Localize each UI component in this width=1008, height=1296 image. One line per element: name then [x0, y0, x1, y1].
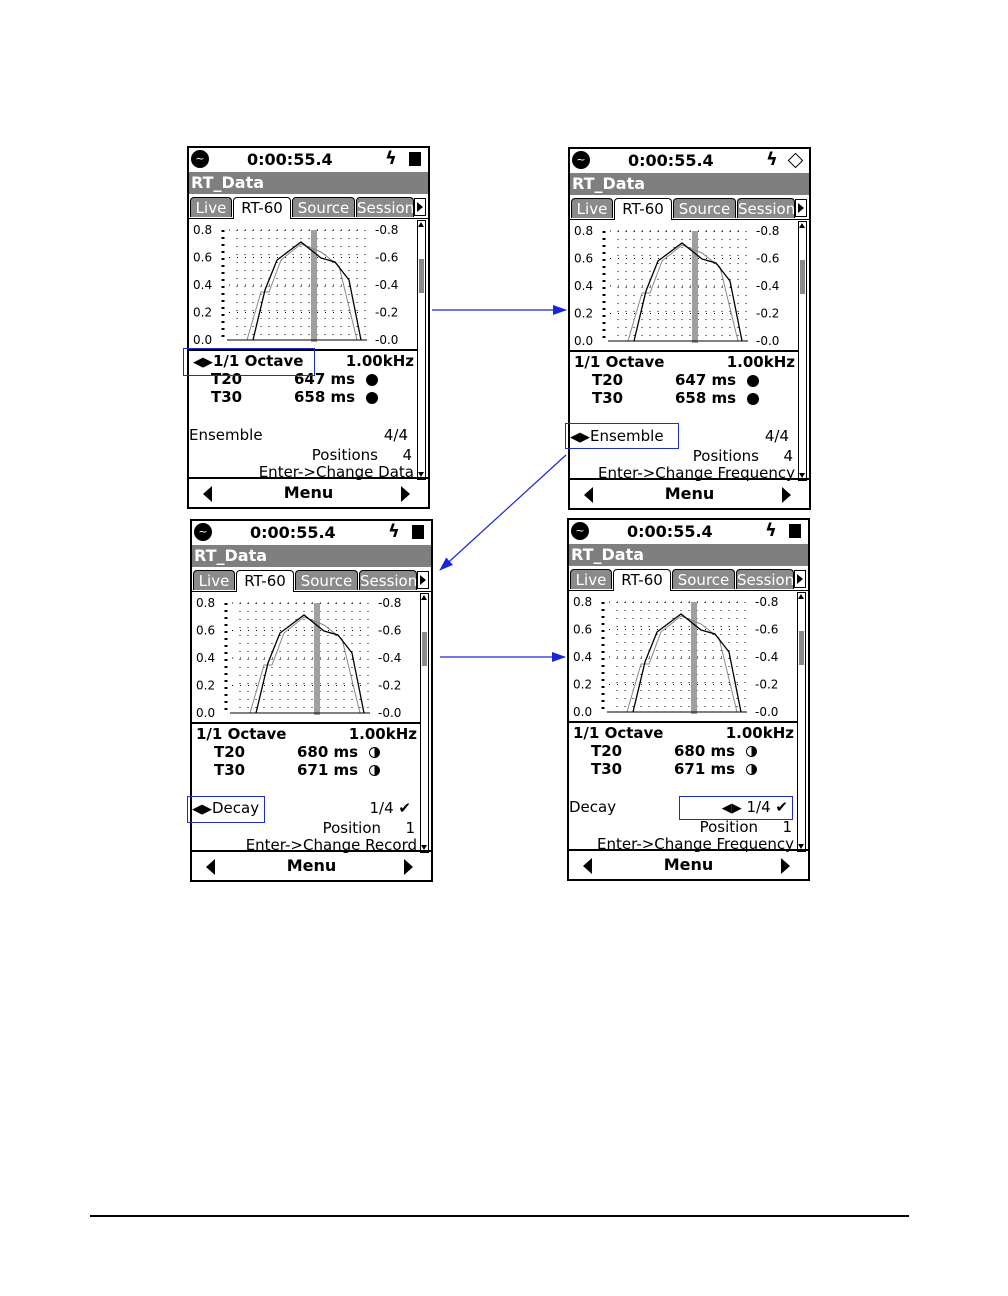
decay-curve-gray — [250, 617, 360, 713]
decay-chart-svg — [569, 592, 797, 720]
tab-source[interactable]: Source — [672, 569, 735, 589]
t30-value — [674, 760, 757, 778]
center-frequency: 1.00kHz — [345, 352, 414, 370]
y-tick-left: 0.4 — [573, 650, 593, 664]
filled-circle-icon — [366, 374, 378, 386]
battery-icon — [789, 524, 801, 538]
y-tick-left: 0.8 — [573, 595, 593, 609]
scroll-thumb[interactable] — [419, 259, 424, 293]
positions-value: 4 — [402, 446, 412, 464]
record-count-text: 4/4 — [764, 427, 789, 445]
device-logo-icon: ~ — [194, 523, 212, 541]
y-tick-right: -0.0 — [375, 333, 399, 347]
status-bar — [189, 148, 428, 172]
grid-dots — [609, 602, 745, 712]
grid-dots — [610, 231, 746, 341]
half-circle-icon — [369, 765, 380, 776]
softkey-right-icon[interactable] — [404, 859, 413, 875]
t30-value — [675, 389, 759, 407]
positions-label: Position — [699, 818, 758, 836]
y-tick-right: -0.0 — [755, 705, 779, 719]
y-tick-left: 0.4 — [574, 279, 594, 293]
y-tick-right: -0.0 — [756, 334, 780, 348]
record-count-text: 4/4 — [383, 426, 408, 444]
menu-softkey[interactable]: Menu — [286, 856, 337, 875]
scroll-up-icon[interactable] — [418, 221, 425, 229]
vertical-scrollbar[interactable] — [797, 592, 806, 852]
decay-curve-gray — [627, 616, 737, 712]
filled-circle-icon — [366, 392, 378, 404]
file-title: RT_Data — [192, 545, 431, 567]
record-count[interactable] — [384, 426, 408, 444]
tab-scroll-right-icon[interactable] — [417, 571, 429, 589]
tab-scroll-right-icon[interactable] — [795, 199, 807, 217]
tab-session[interactable]: Session — [360, 572, 418, 590]
t20-label: T20 — [214, 743, 246, 761]
tab-bar — [569, 568, 808, 591]
power-bolt-icon: ϟ — [765, 520, 777, 541]
elapsed-time: 0:00:55.4 — [250, 523, 336, 542]
elapsed-time: 0:00:55.4 — [628, 151, 714, 170]
positions-label: Position — [322, 819, 381, 837]
t20-label: T20 — [211, 370, 243, 388]
y-tick-left: 0.2 — [574, 306, 594, 321]
chart-divider — [192, 722, 420, 724]
t30-value — [297, 761, 380, 779]
highlight-box-mode — [187, 796, 265, 823]
power-bolt-icon: ϟ — [385, 148, 397, 169]
y-tick-left: 0.6 — [196, 623, 216, 638]
tab-scroll-right-icon[interactable] — [794, 570, 806, 588]
enter-hint: Enter->Change Frequency — [598, 464, 795, 482]
softkey-bar — [189, 477, 428, 507]
t30-value — [294, 388, 378, 406]
left-right-arrows-icon: ◀▶ — [192, 802, 212, 817]
scroll-thumb[interactable] — [800, 260, 805, 294]
enter-hint: Enter->Change Data — [258, 463, 414, 481]
scroll-up-icon[interactable] — [421, 594, 428, 602]
softkey-right-icon[interactable] — [781, 858, 790, 874]
rt60-screen-2 — [568, 147, 811, 510]
y-tick-right: -0.0 — [378, 706, 402, 720]
tab-live[interactable]: Live — [571, 198, 613, 218]
vertical-scrollbar[interactable] — [798, 221, 807, 481]
power-bolt-icon: ϟ — [388, 521, 400, 542]
mode-label: Ensemble — [590, 427, 664, 445]
mode-row[interactable] — [569, 798, 616, 816]
band-row[interactable] — [574, 353, 664, 371]
tab-rt60[interactable]: RT-60 — [614, 198, 672, 220]
positions-label: Positions — [311, 446, 378, 464]
y-tick-left: 0.6 — [193, 250, 213, 265]
file-title: RT_Data — [189, 172, 428, 194]
scroll-thumb[interactable] — [422, 632, 427, 666]
softkey-bar — [570, 478, 809, 508]
t20-label: T20 — [592, 371, 624, 389]
grid-dots — [232, 603, 368, 713]
y-tick-right: -0.6 — [756, 251, 780, 266]
left-right-arrows-icon: ◀▶ — [721, 801, 742, 816]
decay-curve-gray — [247, 244, 357, 340]
t30-label: T30 — [214, 761, 246, 779]
battery-icon — [409, 152, 421, 166]
y-tick-right: -0.6 — [375, 250, 399, 265]
chart-divider — [570, 350, 798, 352]
battery-icon — [412, 525, 424, 539]
t30-label: T30 — [591, 760, 623, 778]
tab-bar — [192, 569, 431, 592]
y-tick-left: 0.0 — [574, 334, 594, 348]
cursor-bar — [314, 603, 320, 715]
t20-value-text: 680 ms — [297, 743, 359, 761]
y-tick-right: -0.4 — [378, 651, 402, 665]
tab-scroll-right-icon[interactable] — [414, 198, 426, 216]
chart-divider — [569, 721, 797, 723]
tab-live[interactable]: Live — [570, 569, 612, 589]
tab-source[interactable]: Source — [673, 198, 736, 218]
tab-live[interactable]: Live — [190, 197, 232, 217]
file-title: RT_Data — [570, 173, 809, 195]
t20-value-text: 647 ms — [294, 370, 356, 388]
record-count[interactable] — [765, 427, 789, 445]
y-tick-left: 0.0 — [196, 706, 216, 720]
rt60-screen-3 — [190, 519, 433, 882]
t20-value — [297, 743, 380, 761]
softkey-right-icon[interactable] — [401, 486, 410, 502]
y-tick-left: 0.2 — [193, 305, 213, 320]
center-frequency: 1.00kHz — [348, 725, 417, 743]
record-count-text: 1/4 ✔ — [369, 799, 411, 817]
highlight-box-mode — [565, 423, 679, 449]
softkey-right-icon[interactable] — [782, 487, 791, 503]
file-title: RT_Data — [569, 544, 808, 566]
t20-label: T20 — [591, 742, 623, 760]
decay-chart-svg — [192, 593, 420, 721]
tab-session[interactable]: Session — [357, 199, 415, 217]
scroll-up-icon[interactable] — [798, 593, 805, 601]
softkey-bar — [569, 849, 808, 879]
y-tick-right: -0.8 — [378, 596, 402, 610]
menu-softkey[interactable]: Menu — [664, 484, 715, 503]
record-count-text: 1/4 ✔ — [746, 798, 788, 816]
device-logo-icon: ~ — [191, 150, 209, 168]
y-tick-right: -0.6 — [755, 622, 779, 637]
band-label: 1/1 Octave — [574, 353, 665, 371]
scroll-up-icon[interactable] — [799, 222, 806, 230]
status-bar — [570, 149, 809, 173]
y-tick-left: 0.2 — [196, 678, 216, 693]
y-tick-left: 0.6 — [573, 622, 593, 637]
mode-row[interactable] — [189, 426, 263, 444]
decay-chart — [569, 592, 797, 720]
tab-rt60[interactable]: RT-60 — [613, 569, 671, 591]
band-label: 1/1 Octave — [573, 724, 664, 742]
highlight-box-count — [679, 796, 793, 820]
tab-session[interactable]: Session — [738, 200, 796, 218]
highlight-box-band — [183, 348, 315, 376]
decay-chart-svg — [570, 221, 798, 349]
decay-chart-svg — [189, 220, 417, 348]
tab-rt60[interactable]: RT-60 — [233, 197, 291, 219]
y-tick-right: -0.4 — [375, 278, 399, 292]
y-tick-right: -0.8 — [375, 223, 399, 237]
enter-hint: Enter->Change Record — [245, 836, 417, 854]
left-right-arrows-icon: ◀▶ — [570, 430, 590, 445]
left-right-arrows-icon: ◀▶ — [193, 355, 213, 370]
t30-value-text: 671 ms — [297, 761, 359, 779]
t30-value-text: 671 ms — [674, 760, 736, 778]
y-tick-right: -0.4 — [756, 279, 780, 293]
mode-label: Decay — [212, 799, 260, 817]
tab-bar — [570, 197, 809, 220]
y-tick-left: 0.8 — [196, 596, 216, 610]
t20-value-text: 647 ms — [675, 371, 737, 389]
mode-label: Ensemble — [189, 426, 263, 444]
device-logo-icon: ~ — [572, 151, 590, 169]
enter-hint: Enter->Change Frequency — [597, 835, 794, 853]
band-row[interactable] — [196, 725, 286, 743]
decay-curve-gray — [628, 245, 738, 341]
t30-value-text: 658 ms — [675, 389, 737, 407]
t30-label: T30 — [211, 388, 243, 406]
vertical-scrollbar[interactable] — [417, 220, 426, 480]
elapsed-time: 0:00:55.4 — [627, 522, 713, 541]
elapsed-time: 0:00:55.4 — [247, 150, 333, 169]
arrow-2-to-3 — [440, 455, 566, 570]
cursor-bar — [691, 602, 697, 714]
tab-bar — [189, 196, 428, 219]
softkey-bar — [192, 850, 431, 880]
decay-chart — [570, 221, 798, 349]
y-tick-left: 0.6 — [574, 251, 594, 266]
positions-value: 4 — [783, 447, 793, 465]
t20-value — [674, 742, 757, 760]
y-tick-right: -0.2 — [378, 678, 402, 693]
center-frequency: 1.00kHz — [726, 353, 795, 371]
positions-value: 1 — [782, 818, 792, 836]
status-bar — [192, 521, 431, 545]
y-tick-left: 0.4 — [196, 651, 216, 665]
y-tick-left: 0.2 — [573, 677, 593, 692]
band-label: 1/1 Octave — [196, 725, 287, 743]
menu-softkey[interactable]: Menu — [663, 855, 714, 874]
filled-circle-icon — [747, 393, 759, 405]
y-tick-right: -0.8 — [756, 224, 780, 238]
y-tick-left: 0.0 — [573, 705, 593, 719]
t30-value-text: 658 ms — [294, 388, 356, 406]
half-circle-icon — [369, 747, 380, 758]
tab-live[interactable]: Live — [193, 570, 235, 590]
t20-value — [675, 371, 759, 389]
y-tick-right: -0.2 — [755, 677, 779, 692]
band-row[interactable] — [573, 724, 663, 742]
y-tick-right: -0.4 — [755, 650, 779, 664]
filled-circle-icon — [747, 375, 759, 387]
status-bar — [569, 520, 808, 544]
scroll-thumb[interactable] — [799, 631, 804, 665]
positions-value: 1 — [405, 819, 415, 837]
y-tick-right: -0.6 — [378, 623, 402, 638]
y-tick-left: 0.0 — [193, 333, 213, 347]
center-frequency: 1.00kHz — [725, 724, 794, 742]
y-tick-left: 0.8 — [193, 223, 213, 237]
rt60-screen-4 — [567, 518, 810, 881]
y-tick-left: 0.8 — [574, 224, 594, 238]
power-bolt-icon: ϟ — [766, 149, 778, 170]
record-count[interactable] — [370, 799, 411, 817]
tab-session[interactable]: Session — [737, 571, 795, 589]
half-circle-icon — [746, 746, 757, 757]
vertical-scrollbar[interactable] — [420, 593, 429, 853]
y-tick-left: 0.4 — [193, 278, 213, 292]
y-tick-right: -0.2 — [375, 305, 399, 320]
y-tick-right: -0.2 — [756, 306, 780, 321]
tab-rt60[interactable]: RT-60 — [236, 570, 294, 592]
mode-label: Decay — [569, 798, 617, 816]
rt60-screen-1 — [187, 146, 430, 509]
diamond-icon — [788, 153, 804, 169]
device-logo-icon: ~ — [571, 522, 589, 540]
grid-dots — [229, 230, 365, 340]
decay-chart — [192, 593, 420, 721]
cursor-bar — [311, 230, 317, 342]
decay-chart — [189, 220, 417, 348]
tab-source[interactable]: Source — [295, 570, 358, 590]
positions-label: Positions — [692, 447, 759, 465]
half-circle-icon — [746, 764, 757, 775]
tab-source[interactable]: Source — [292, 197, 355, 217]
y-tick-right: -0.8 — [755, 595, 779, 609]
menu-softkey[interactable]: Menu — [283, 483, 334, 502]
t30-label: T30 — [592, 389, 624, 407]
t20-value-text: 680 ms — [674, 742, 736, 760]
cursor-bar — [692, 231, 698, 343]
band-label: 1/1 Octave — [213, 352, 304, 370]
footer-rule — [90, 1215, 909, 1217]
